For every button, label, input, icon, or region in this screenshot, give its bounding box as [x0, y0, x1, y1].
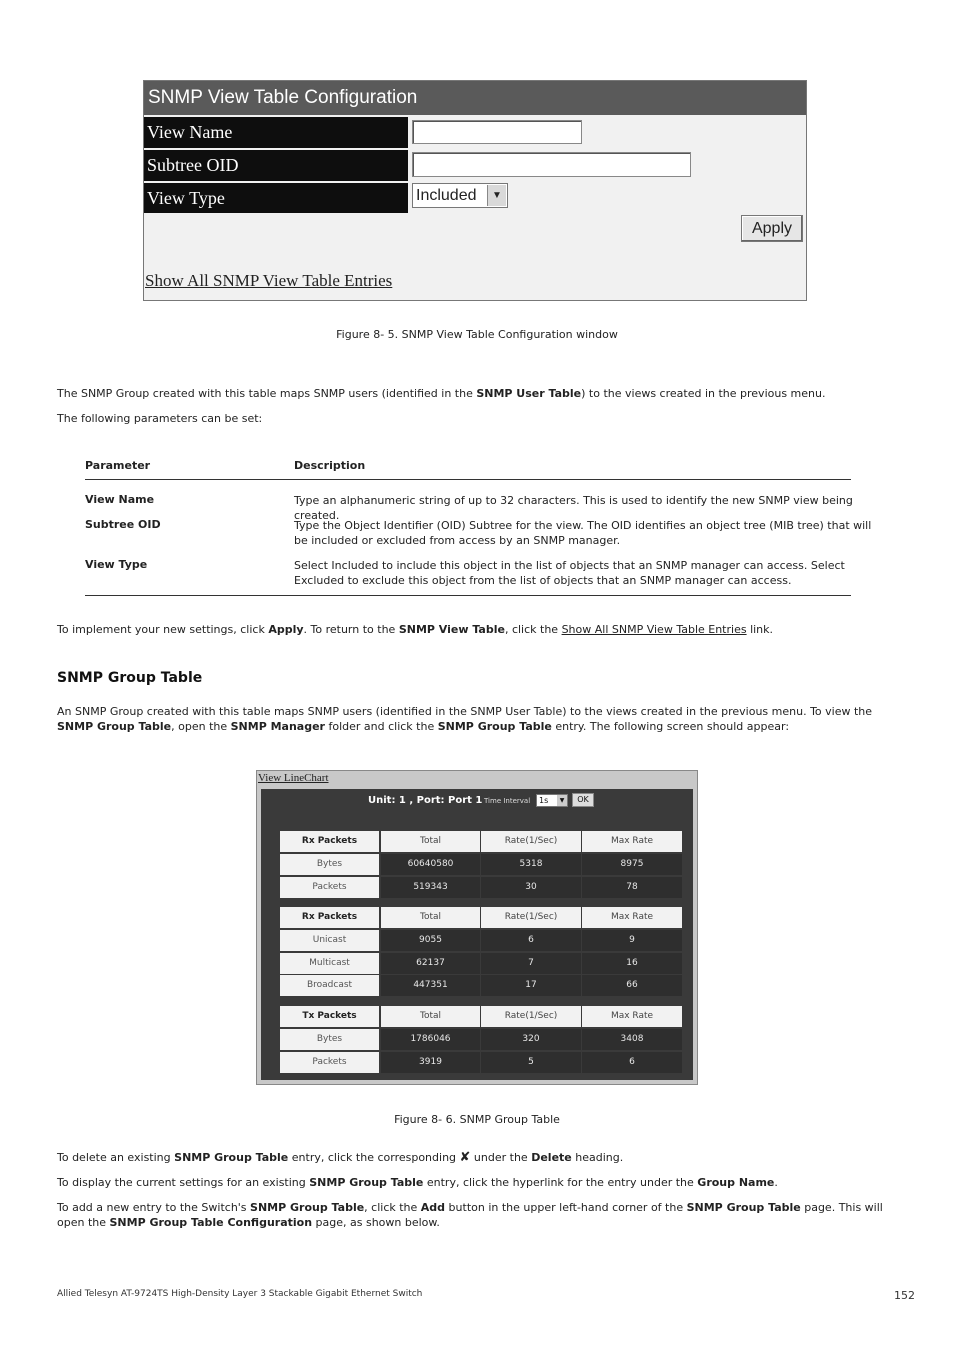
table-header-cell: Max Rate [582, 831, 682, 852]
group-paragraph [57, 704, 892, 734]
view-linechart-link[interactable]: View LineChart [258, 772, 329, 784]
bold-text: SNMP Group Table [174, 1151, 289, 1164]
text: , click the [364, 1201, 421, 1214]
add-paragraph [57, 1200, 892, 1230]
bold-text: SNMP Group Table [250, 1201, 365, 1214]
text: heading. [571, 1151, 624, 1164]
view-name-label: View Name [144, 117, 408, 148]
param-desc: Type an alphanumeric string of up to 32 characters. This is used to identify the new SNMP view being created. [294, 494, 853, 522]
time-interval-label: Time Interval [484, 797, 531, 805]
show-all-link[interactable]: Show All SNMP View Table Entries [561, 623, 747, 636]
table-cell: 519343 [381, 877, 480, 898]
table-cell: 17 [481, 975, 581, 996]
figure2-caption: Figure 8- 6. SNMP Group Table [394, 1113, 560, 1126]
table-cell: 9 [582, 930, 682, 951]
bold-text: SNMP Group Table Configuration [109, 1216, 313, 1229]
table-cell: 30 [481, 877, 581, 898]
text: page, as shown below. [312, 1216, 440, 1229]
text: link. [746, 623, 774, 636]
row-label: Packets [280, 877, 379, 898]
divider [85, 479, 851, 480]
time-interval-value: 1s [539, 796, 549, 805]
view-type-select[interactable] [412, 183, 508, 208]
table-header-cell: Total [381, 1006, 480, 1027]
subtree-oid-input[interactable] [412, 152, 691, 177]
bold-text: SNMP Group Table [686, 1201, 801, 1214]
table-cell: 78 [582, 877, 682, 898]
view-name-input[interactable] [412, 120, 582, 144]
text: The SNMP Group created with this table maps SNMP users (identified in the [57, 387, 477, 400]
bold-text: Apply [268, 623, 304, 636]
ok-button[interactable]: OK [572, 793, 594, 807]
table-header-cell: Rx Packets [280, 907, 379, 928]
row-label: Bytes [280, 1029, 379, 1050]
delete-paragraph [57, 1150, 897, 1165]
intro-paragraph-2: The following parameters can be set: [57, 412, 263, 425]
text: under the [470, 1151, 532, 1164]
time-interval-select[interactable] [536, 794, 568, 807]
implement-paragraph [57, 622, 917, 637]
header-parameter: Parameter [85, 459, 151, 472]
bold-text: SNMP Group Table [57, 720, 172, 733]
table-header-cell: Rate(1/Sec) [481, 1006, 581, 1027]
table-cell: 16 [582, 953, 682, 974]
table-cell: 7 [481, 953, 581, 974]
table-cell: 8975 [582, 854, 682, 875]
text: entry, click the corresponding [288, 1151, 460, 1164]
page-number: 152 [894, 1289, 915, 1302]
table-cell: 9055 [381, 930, 480, 951]
row-label: Multicast [280, 953, 379, 974]
table-cell: 3919 [381, 1052, 480, 1073]
packet-stats-window [256, 770, 698, 1085]
text: To delete an existing [57, 1151, 175, 1164]
table-cell: 5318 [481, 854, 581, 875]
text: To add a new entry to the Switch's [57, 1201, 251, 1214]
param-name: View Type [85, 558, 148, 571]
display-paragraph [57, 1175, 897, 1190]
table-cell: 62137 [381, 953, 480, 974]
stats-panel [261, 789, 693, 1080]
chevron-down-icon[interactable]: ▼ [557, 795, 567, 806]
table-header-cell: Rx Packets [280, 831, 379, 852]
text: folder and click the [324, 720, 438, 733]
footer-text: Allied Telesyn AT-9724TS High-Density Layer 3 Stackable Gigabit Ethernet Switch [57, 1289, 423, 1299]
panel-title: Unit: 1 , Port: Port 1 [368, 795, 483, 806]
view-type-value: Included [416, 187, 477, 204]
table-header-cell: Max Rate [582, 907, 682, 928]
table-cell: 1786046 [381, 1029, 480, 1050]
row-label: Bytes [280, 854, 379, 875]
text: . [774, 1176, 778, 1189]
table-cell: 60640580 [381, 854, 480, 875]
row-label: Unicast [280, 930, 379, 951]
text: page. This will open the [57, 1201, 883, 1229]
bold-text: Delete [531, 1151, 572, 1164]
subtree-oid-label: Subtree OID [144, 150, 408, 181]
text: An SNMP Group created with this table maps SNMP users (identified in the SNMP User Table) to the views created in the previous menu. To view the [57, 705, 873, 718]
table-cell: 6 [481, 930, 581, 951]
table-cell: 66 [582, 975, 682, 996]
apply-button[interactable]: Apply [741, 215, 803, 242]
chevron-down-icon[interactable]: ▼ [487, 185, 506, 206]
intro-paragraph [57, 386, 897, 401]
param-desc: Type the Object Identifier (OID) Subtree for the view. The OID identifies an object tree (MIB tree) that will be included or excluded from access by an SNMP manager. [294, 519, 872, 547]
table-header-cell: Rate(1/Sec) [481, 907, 581, 928]
table-header-cell: Total [381, 831, 480, 852]
text: To implement your new settings, click [57, 623, 269, 636]
param-name: Subtree OID [85, 518, 161, 531]
table-cell: 447351 [381, 975, 480, 996]
table-cell: 320 [481, 1029, 581, 1050]
snmp-view-config-window [143, 80, 807, 301]
row-label: Packets [280, 1052, 379, 1073]
text: , open the [171, 720, 231, 733]
bold-text: SNMP View Table [398, 623, 505, 636]
header-description: Description [294, 459, 366, 472]
text: . To return to the [303, 623, 399, 636]
bold-text: SNMP Group Table [437, 720, 552, 733]
table-header-cell: Max Rate [582, 1006, 682, 1027]
show-all-link[interactable]: Show All SNMP View Table Entries [145, 271, 393, 290]
param-desc: Select Included to include this object in the list of objects that an SNMP manager can access. Select Excluded to exclude this object from the list of objects that an SNMP manager can access. [294, 559, 845, 587]
text: To display the current settings for an existing [57, 1176, 310, 1189]
bold-text: SNMP Group Table [309, 1176, 424, 1189]
text: button in the upper left-hand corner of the [445, 1201, 687, 1214]
bold-text: SNMP Manager [230, 720, 325, 733]
divider [85, 595, 851, 596]
bold-text: SNMP User Table [476, 387, 582, 400]
text: , click the [504, 623, 562, 636]
section-title: SNMP Group Table [57, 670, 203, 686]
table-header-cell: Rate(1/Sec) [481, 831, 581, 852]
text: ) to the views created in the previous menu. [581, 387, 826, 400]
delete-x-icon: ✘ [459, 1150, 471, 1165]
table-header-cell: Tx Packets [280, 1006, 379, 1027]
table-cell: 3408 [582, 1029, 682, 1050]
table-cell: 6 [582, 1052, 682, 1073]
window-title: SNMP View Table Configuration [144, 81, 806, 115]
bold-text: Group Name [697, 1176, 775, 1189]
table-header-cell: Total [381, 907, 480, 928]
param-name: View Name [85, 493, 155, 506]
figure1-caption: Figure 8- 5. SNMP View Table Configuration window [336, 328, 618, 341]
text: entry. The following screen should appear: [551, 720, 790, 733]
view-type-label: View Type [144, 183, 408, 213]
text: entry, click the hyperlink for the entry under the [423, 1176, 698, 1189]
table-cell: 5 [481, 1052, 581, 1073]
bold-text: Add [420, 1201, 446, 1214]
row-label: Broadcast [280, 975, 379, 996]
